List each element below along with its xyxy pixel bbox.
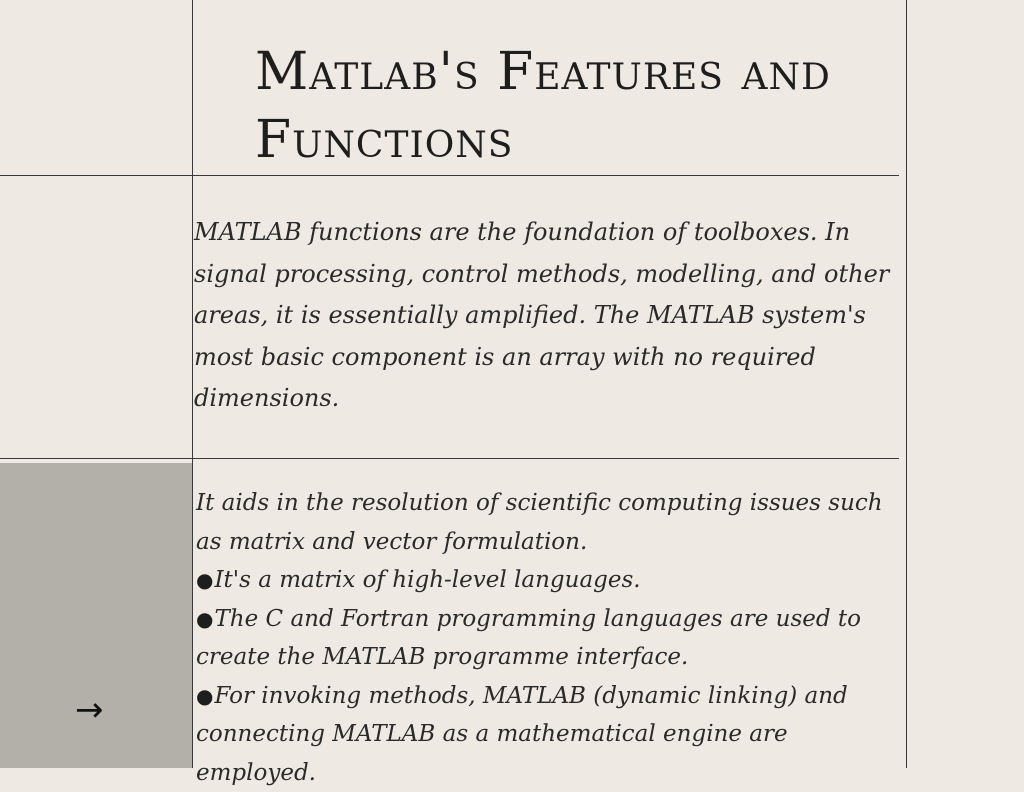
top-rule: [0, 175, 899, 176]
right-divider: [906, 0, 907, 768]
list-item: [196, 561, 896, 600]
list-intro: It aids in the resolution of scientific computing issues such as matrix and vector formulation.: [196, 484, 896, 561]
list-item-text: For invoking methods, MATLAB (dynamic linking) and connecting MATLAB as a mathematical engine are employed.: [196, 683, 848, 786]
list-item-text: The C and Fortran programming languages are used to create the MATLAB programme interface.: [196, 606, 861, 671]
list-item: [196, 677, 896, 792]
arrow-right-icon[interactable]: →: [75, 690, 104, 730]
bullet-icon: ●: [196, 607, 213, 631]
list-item: [196, 600, 896, 677]
feature-list: [196, 484, 896, 792]
intro-paragraph: MATLAB functions are the foundation of toolboxes. In signal processing, control methods, modelling, and other areas, it is essentially amplified. The MATLAB system's most basic component is an array with no required dimensions.: [194, 212, 894, 420]
bullet-icon: ●: [196, 568, 213, 592]
bullet-icon: ●: [196, 684, 213, 708]
left-divider: [192, 0, 193, 768]
list-item-text: It's a matrix of high-level languages.: [214, 567, 640, 593]
slide-title: Matlab's Features and Functions: [255, 38, 895, 174]
middle-rule: [0, 458, 899, 459]
